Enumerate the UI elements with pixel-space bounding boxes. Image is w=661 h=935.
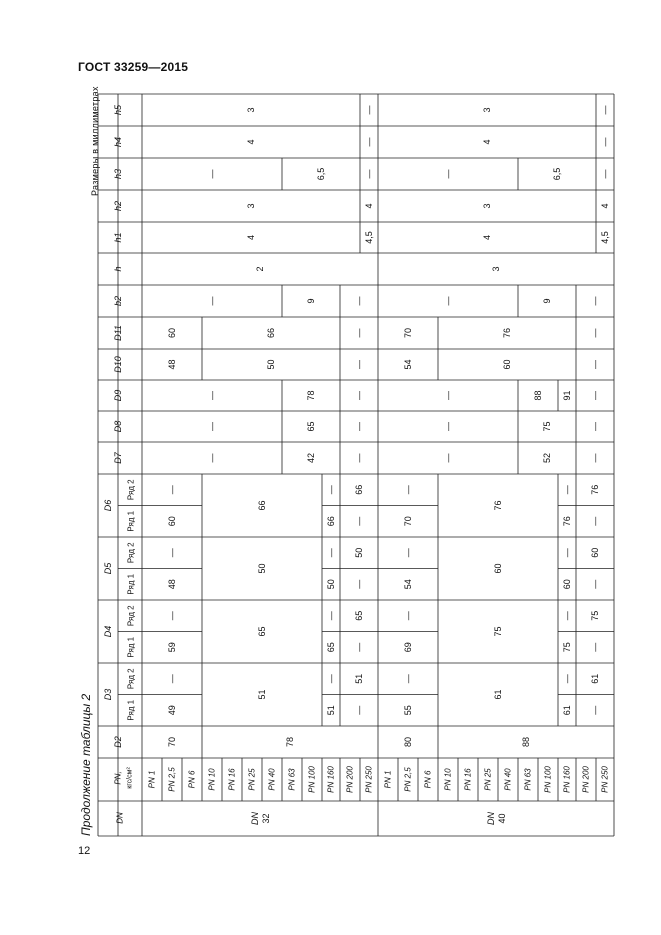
d8-value: — <box>443 422 453 431</box>
d6-value-row1: — <box>590 516 600 526</box>
column-header-d6: D6 <box>103 499 113 512</box>
d5-value-row2: 50 <box>354 547 364 558</box>
h5-value: 3 <box>246 107 256 113</box>
h5-value: 3 <box>482 107 492 113</box>
d9-value: — <box>207 391 217 400</box>
h3-value: — <box>364 169 374 179</box>
d5-value-row2: 60 <box>590 547 600 558</box>
document-header: ГОСТ 33259—2015 <box>78 60 189 74</box>
d4-value-row1: 75 <box>562 642 572 653</box>
d9-value: — <box>443 391 453 400</box>
row2-label: Ряд 2 <box>126 479 136 501</box>
column-header-d5: D5 <box>103 562 113 575</box>
d5-value-row1: 54 <box>403 579 413 590</box>
d4-value-row2: — <box>326 611 336 621</box>
d10-value: 48 <box>167 359 177 370</box>
b2-value: — <box>590 296 600 306</box>
d5-value-merged: 50 <box>257 563 267 574</box>
d6-value-row1: — <box>354 516 364 526</box>
pn-label: PN 2,5 <box>403 767 413 792</box>
d8-value: — <box>354 422 364 431</box>
h-value: 2 <box>255 266 265 272</box>
pn-label: PN 1 <box>383 770 393 789</box>
h1-value: 4,5 <box>600 231 610 244</box>
pn-label: PN 250 <box>600 766 610 793</box>
d5-value-row2: — <box>562 548 572 558</box>
d6-value-row2: — <box>167 485 177 495</box>
d11-value: — <box>590 328 600 338</box>
d3-value-row1: 61 <box>562 705 572 716</box>
d4-value-row1: 65 <box>326 642 336 653</box>
d10-value: 50 <box>266 359 276 370</box>
d4-value-merged: 75 <box>493 626 503 637</box>
row1-label: Ряд 1 <box>126 510 136 532</box>
h3-value: — <box>600 169 610 179</box>
d2-value: 88 <box>521 736 531 748</box>
d3-value-row2: — <box>326 674 336 684</box>
d3-value-row2: 61 <box>590 673 600 684</box>
dn-label: DN <box>486 812 496 825</box>
pn-label: PN 40 <box>503 768 513 791</box>
d11-value: — <box>354 328 364 338</box>
b2-value: — <box>354 296 364 306</box>
page-number: 12 <box>78 845 91 857</box>
d7-value: 52 <box>542 452 552 464</box>
pn-label: PN 250 <box>364 766 374 793</box>
d3-value-row2: — <box>562 674 572 684</box>
d10-value: — <box>590 360 600 369</box>
column-header-d4: D4 <box>103 625 113 638</box>
d8-value: 65 <box>306 421 316 432</box>
h2-value: 3 <box>246 203 256 209</box>
d5-value-row1: 60 <box>562 579 572 590</box>
d2-value: 78 <box>285 736 295 748</box>
d7-value: — <box>590 453 600 463</box>
column-header-d2: D2 <box>113 736 123 748</box>
d6-value-merged: 76 <box>493 500 503 511</box>
d3-value-row2: 51 <box>354 673 364 684</box>
d6-value-row2: — <box>562 485 572 495</box>
column-header-pn-unit: кгс/см² <box>126 767 134 789</box>
d9-value: 91 <box>562 390 572 401</box>
d9-value: — <box>354 391 364 400</box>
d3-value-row2: — <box>403 674 413 684</box>
b2-value: 9 <box>306 298 316 304</box>
d10-value: 60 <box>502 359 512 370</box>
d3-value-merged: 61 <box>493 689 503 700</box>
h4-value: 4 <box>482 139 492 145</box>
h1-value: 4,5 <box>364 231 374 244</box>
column-header-h: h <box>113 266 123 272</box>
b2-value: — <box>443 296 453 306</box>
pn-label: PN 2,5 <box>167 767 177 792</box>
d4-value-row1: 59 <box>167 642 177 653</box>
d7-value: 42 <box>306 452 316 464</box>
d4-value-row2: 75 <box>590 610 600 621</box>
row1-label: Ряд 1 <box>126 699 136 721</box>
column-header-h5: h5 <box>113 104 123 116</box>
h3-value: 6,5 <box>552 167 562 181</box>
pn-label: PN 63 <box>523 768 533 791</box>
pn-label: PN 25 <box>247 768 257 791</box>
h3-value: — <box>443 169 453 179</box>
pn-label: PN 200 <box>345 766 355 793</box>
d11-value: 60 <box>167 327 177 339</box>
d6-value-row1: 70 <box>403 516 413 527</box>
pn-label: PN 100 <box>307 766 317 793</box>
d8-value: 75 <box>542 421 552 432</box>
h3-value: — <box>207 169 217 179</box>
d6-value-row1: 66 <box>326 516 336 527</box>
h3-value: 6,5 <box>316 167 326 181</box>
d11-value: 70 <box>403 327 413 339</box>
d6-value-row2: 76 <box>590 484 600 495</box>
d7-value: — <box>443 453 453 463</box>
h2-value: 3 <box>482 203 492 209</box>
column-header-d8: D8 <box>113 420 123 433</box>
d6-value-row1: 60 <box>167 516 177 527</box>
column-header-d9: D9 <box>113 389 123 402</box>
h5-value: — <box>364 105 374 115</box>
row1-label: Ряд 1 <box>126 636 136 658</box>
d4-value-row2: — <box>167 611 177 621</box>
column-header-d3: D3 <box>103 688 113 701</box>
row2-label: Ряд 2 <box>126 668 136 690</box>
d11-value: 76 <box>502 327 512 339</box>
h2-value: 4 <box>364 203 374 209</box>
pn-label: PN 10 <box>443 768 453 791</box>
d3-value-row1: — <box>354 705 364 715</box>
pn-label: PN 100 <box>543 766 553 793</box>
pn-label: PN 16 <box>227 768 237 791</box>
row1-label: Ряд 1 <box>126 573 136 595</box>
d10-value: — <box>354 360 364 369</box>
pn-label: PN 25 <box>483 768 493 791</box>
h-value: 3 <box>491 266 501 272</box>
d3-value-row1: — <box>590 705 600 715</box>
h2-value: 4 <box>600 203 610 209</box>
d4-value-row2: — <box>403 611 413 621</box>
d8-value: — <box>207 422 217 431</box>
column-header-d10: D10 <box>113 356 123 373</box>
d4-value-row1: — <box>590 642 600 652</box>
pn-label: PN 63 <box>287 768 297 791</box>
d9-value: 88 <box>533 390 543 401</box>
b2-value: 9 <box>542 298 552 304</box>
d10-value: 54 <box>403 359 413 370</box>
d4-value-row2: — <box>562 611 572 621</box>
d3-value-row2: — <box>167 674 177 684</box>
d4-value-row1: 69 <box>403 642 413 653</box>
d5-value-row2: — <box>326 548 336 558</box>
d4-value-merged: 65 <box>257 626 267 637</box>
column-header-pn: PN, <box>113 771 123 785</box>
pn-label: PN 40 <box>267 768 277 791</box>
d2-value: 80 <box>403 736 413 748</box>
d6-value-row2: 66 <box>354 484 364 495</box>
d5-value-merged: 60 <box>493 563 503 574</box>
d7-value: — <box>207 453 217 463</box>
d9-value: 78 <box>306 390 316 401</box>
d5-value-row1: — <box>590 579 600 589</box>
column-header-d7: D7 <box>113 452 123 464</box>
dn-value: 32 <box>261 813 271 824</box>
h4-value: 4 <box>246 139 256 145</box>
column-header-dn: DN <box>115 812 125 824</box>
row2-label: Ряд 2 <box>126 542 136 564</box>
d5-value-row1: 48 <box>167 579 177 590</box>
h1-value: 4 <box>246 234 256 241</box>
column-header-h3: h3 <box>113 168 123 180</box>
h4-value: — <box>364 137 374 147</box>
d11-value: 66 <box>266 327 276 339</box>
dn-value: 40 <box>497 813 507 824</box>
d4-value-row1: — <box>354 642 364 652</box>
h4-value: — <box>600 137 610 147</box>
column-header-d11: D11 <box>113 325 123 341</box>
d9-value: — <box>590 391 600 400</box>
pn-label: PN 6 <box>423 770 433 789</box>
pn-label: PN 1 <box>147 770 157 789</box>
d3-value-row1: 55 <box>403 705 413 716</box>
d3-value-row1: 51 <box>326 705 336 716</box>
d6-value-row2: — <box>326 485 336 495</box>
d6-value-row2: — <box>403 485 413 495</box>
pn-label: PN 10 <box>207 768 217 791</box>
h1-value: 4 <box>482 234 492 241</box>
column-header-h1: h1 <box>113 232 123 243</box>
d5-value-row2: — <box>403 548 413 558</box>
h5-value: — <box>600 105 610 115</box>
column-header-h4: h4 <box>113 136 123 148</box>
d2-value: 70 <box>167 736 177 748</box>
d7-value: — <box>354 453 364 463</box>
d6-value-row1: 76 <box>562 516 572 527</box>
d4-value-row2: 65 <box>354 610 364 621</box>
d8-value: — <box>590 422 600 431</box>
d5-value-row1: 50 <box>326 579 336 590</box>
d6-value-merged: 66 <box>257 500 267 511</box>
d3-value-merged: 51 <box>257 689 267 700</box>
d3-value-row1: 49 <box>167 705 177 716</box>
table-continuation-caption: Продолжение таблицы 2 <box>79 693 93 836</box>
d5-value-row1: — <box>354 579 364 589</box>
pn-label: PN 160 <box>562 766 572 793</box>
column-header-b2: b2 <box>113 295 123 307</box>
pn-label: PN 6 <box>187 770 197 789</box>
pn-label: PN 200 <box>581 766 591 793</box>
d5-value-row2: — <box>167 548 177 558</box>
row2-label: Ряд 2 <box>126 605 136 627</box>
dn-label: DN <box>250 812 260 825</box>
pn-label: PN 160 <box>326 766 336 793</box>
b2-value: — <box>207 296 217 306</box>
column-header-h2: h2 <box>113 200 123 212</box>
units-caption: Размеры в миллиметрах <box>90 86 100 196</box>
pn-label: PN 16 <box>463 768 473 791</box>
